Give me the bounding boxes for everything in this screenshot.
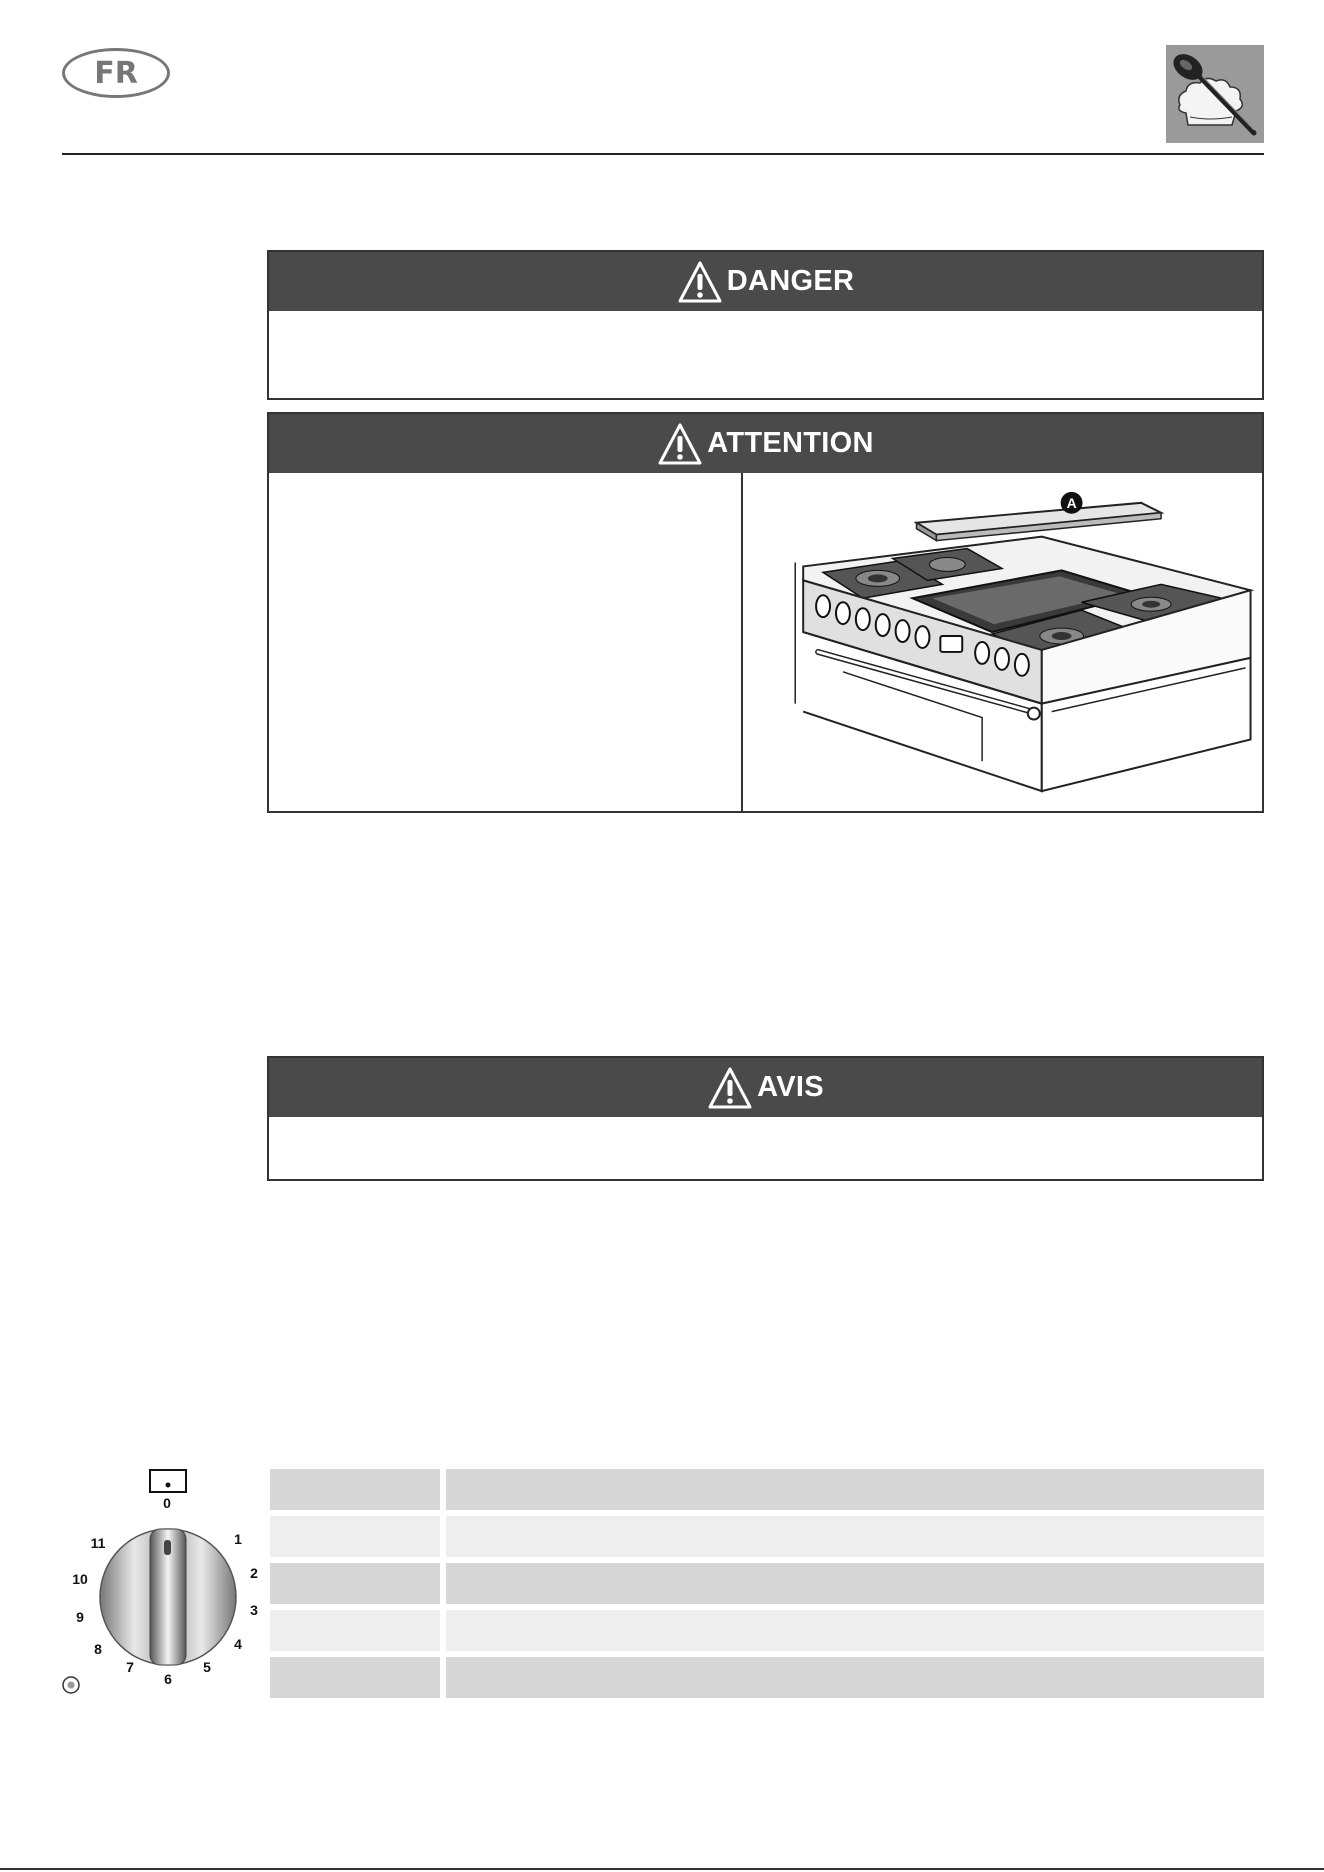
knob-position-3: 3	[250, 1602, 258, 1618]
off-indicator-icon	[150, 1470, 186, 1492]
knob-position-7: 7	[126, 1659, 134, 1675]
warning-triangle-icon	[707, 1066, 753, 1110]
chef-spoon-icon	[1166, 45, 1264, 143]
knob-position-8: 8	[94, 1641, 102, 1657]
knob-position-6: 6	[164, 1671, 172, 1687]
knob-position-4: 4	[234, 1636, 242, 1652]
range-cooktop-illustration	[743, 473, 1262, 811]
footer-divider	[0, 1868, 1324, 1870]
header-divider	[62, 153, 1264, 155]
knob-position-10: 10	[72, 1571, 88, 1587]
table-cell-setting	[270, 1469, 440, 1510]
table-cell-description	[446, 1563, 1264, 1604]
table-cell-description	[446, 1469, 1264, 1510]
attention-warning-box	[267, 412, 1264, 813]
language-badge: FR	[62, 48, 170, 98]
knob-position-11: 11	[90, 1535, 106, 1551]
knob-position-0: 0	[163, 1495, 171, 1511]
knob-position-1: 1	[234, 1531, 242, 1547]
knob-position-5: 5	[203, 1659, 211, 1675]
control-knob-diagram	[52, 1460, 272, 1710]
avis-warning-box	[267, 1056, 1264, 1181]
table-row	[270, 1657, 1264, 1698]
danger-warning-box	[267, 250, 1264, 400]
indicator-light-icon	[63, 1677, 79, 1693]
table-cell-description	[446, 1657, 1264, 1698]
knob-position-9: 9	[76, 1609, 84, 1625]
danger-header	[269, 252, 1262, 311]
table-cell-setting	[270, 1563, 440, 1604]
table-row	[270, 1469, 1264, 1510]
table-cell-setting	[270, 1657, 440, 1698]
warning-triangle-icon	[657, 422, 703, 466]
table-row	[270, 1563, 1264, 1604]
knob-position-2: 2	[250, 1565, 258, 1581]
attention-body	[269, 473, 1262, 811]
avis-title: AVIS	[757, 1071, 824, 1103]
attention-header	[269, 414, 1262, 473]
table-row	[270, 1516, 1264, 1557]
heat-level-table	[270, 1469, 1264, 1704]
danger-title: DANGER	[726, 265, 855, 297]
table-row	[270, 1610, 1264, 1651]
table-cell-setting	[270, 1516, 440, 1557]
table-cell-description	[446, 1516, 1264, 1557]
table-cell-description	[446, 1610, 1264, 1651]
figure-label-a: A	[1066, 494, 1077, 511]
table-cell-setting	[270, 1610, 440, 1651]
attention-title: ATTENTION	[707, 427, 874, 459]
avis-header	[269, 1058, 1262, 1117]
warning-triangle-icon	[677, 260, 723, 304]
